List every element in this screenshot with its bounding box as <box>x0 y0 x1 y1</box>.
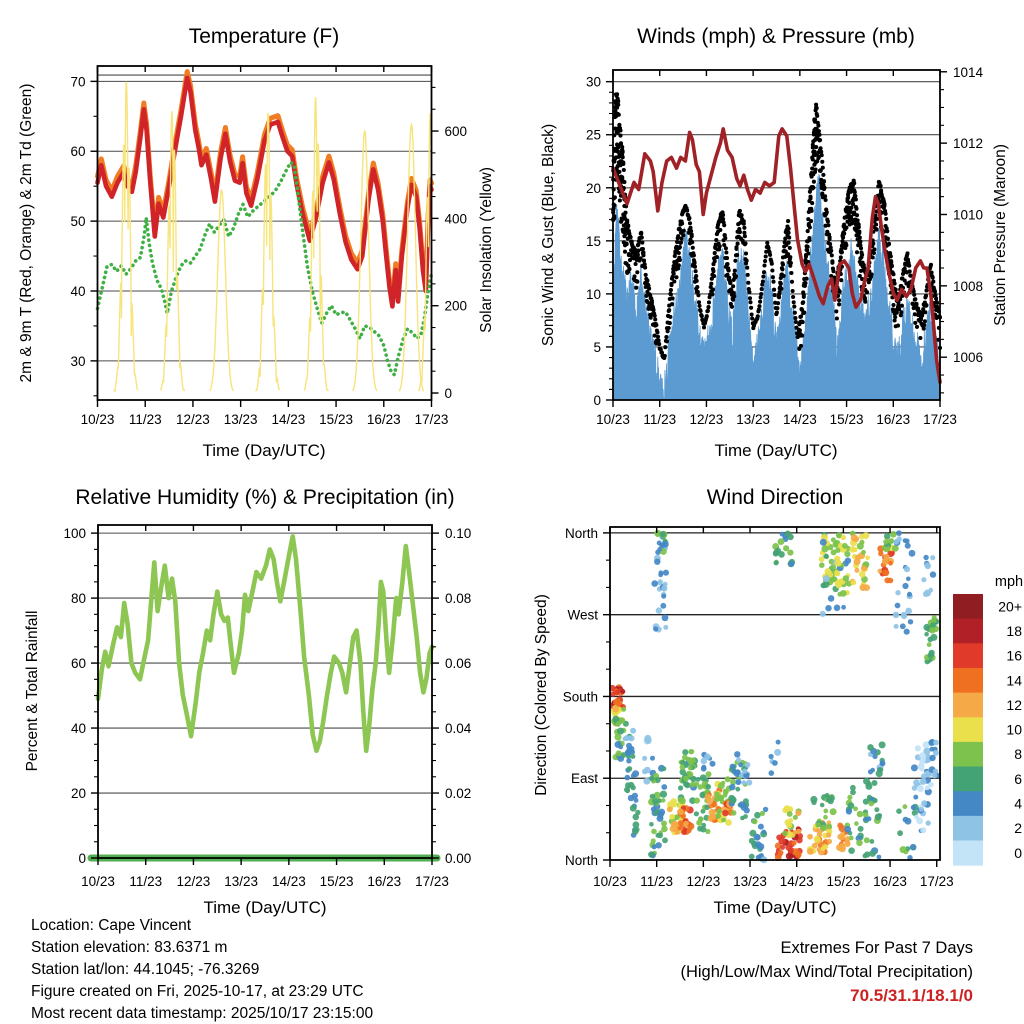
svg-text:0: 0 <box>1014 844 1022 861</box>
svg-text:13/23: 13/23 <box>223 412 258 427</box>
winds-ylabel-right: Station Pressure (Maroon) <box>992 144 1009 326</box>
svg-text:17/23: 17/23 <box>414 412 449 427</box>
wind-direction-chart-title: Wind Direction <box>706 486 844 509</box>
svg-text:16/23: 16/23 <box>876 412 911 427</box>
extremes-summary <box>573 936 973 1008</box>
svg-text:North: North <box>564 853 598 868</box>
svg-text:1014: 1014 <box>953 64 984 80</box>
svg-text:20: 20 <box>585 180 601 196</box>
station-latlon: Station lat/lon: 44.1045; -76.3269 <box>31 961 260 978</box>
winds-ylabel-left: Sonic Wind & Gust (Blue, Black) <box>540 123 557 347</box>
svg-text:14: 14 <box>1006 672 1022 689</box>
svg-text:600: 600 <box>444 124 468 140</box>
svg-text:15/23: 15/23 <box>319 874 354 889</box>
svg-text:10/23: 10/23 <box>596 412 630 427</box>
svg-text:4: 4 <box>1014 795 1022 812</box>
svg-text:16/23: 16/23 <box>367 874 402 889</box>
svg-text:70: 70 <box>70 74 86 90</box>
svg-text:16: 16 <box>1006 647 1022 664</box>
svg-text:0: 0 <box>78 851 86 866</box>
most-recent-data-timestamp: Most recent data timestamp: 2025/10/17 23:15:00 <box>31 1005 374 1022</box>
wind-direction-xlabel: Time (Day/UTC) <box>713 898 837 917</box>
temperature-xlabel: Time (Day/UTC) <box>202 441 326 460</box>
svg-text:1012: 1012 <box>953 136 984 152</box>
svg-text:11/23: 11/23 <box>640 874 674 889</box>
svg-text:0.06: 0.06 <box>445 656 472 672</box>
svg-text:0: 0 <box>593 393 601 408</box>
svg-text:12/23: 12/23 <box>176 874 211 889</box>
colorbar-title: mph <box>994 574 1024 590</box>
svg-text:10/23: 10/23 <box>81 874 115 889</box>
svg-text:10: 10 <box>1006 721 1022 738</box>
figure-created-timestamp: Figure created on Fri, 2025-10-17, at 23:29 UTC <box>31 983 364 1000</box>
svg-text:12/23: 12/23 <box>689 412 724 427</box>
svg-text:14/23: 14/23 <box>779 874 814 889</box>
svg-text:North: North <box>564 525 598 541</box>
svg-text:16/23: 16/23 <box>366 412 401 427</box>
svg-text:30: 30 <box>70 353 86 369</box>
svg-text:17/23: 17/23 <box>923 412 957 427</box>
svg-text:14/23: 14/23 <box>271 874 306 889</box>
humidity-xlabel: Time (Day/UTC) <box>203 898 327 917</box>
svg-text:17/23: 17/23 <box>919 874 954 889</box>
svg-text:15/23: 15/23 <box>829 412 864 427</box>
svg-text:0.04: 0.04 <box>445 721 472 737</box>
svg-text:13/23: 13/23 <box>733 874 767 889</box>
winds-xlabel: Time (Day/UTC) <box>714 441 838 460</box>
svg-text:16/23: 16/23 <box>873 874 907 889</box>
extremes-subtitle: (High/Low/Max Wind/Total Precipitation) <box>680 963 973 981</box>
svg-text:60: 60 <box>70 656 86 672</box>
svg-text:0.08: 0.08 <box>445 591 472 607</box>
svg-text:1006: 1006 <box>953 350 984 366</box>
svg-text:East: East <box>570 771 598 787</box>
svg-text:0.00: 0.00 <box>445 851 472 866</box>
svg-text:10: 10 <box>585 286 601 302</box>
svg-text:0.02: 0.02 <box>445 786 472 802</box>
svg-text:20+: 20+ <box>998 598 1022 615</box>
winds-chart-title: Winds (mph) & Pressure (mb) <box>637 25 915 48</box>
station-location: Location: Cape Vincent <box>31 917 191 934</box>
svg-text:40: 40 <box>70 721 86 737</box>
svg-text:15/23: 15/23 <box>826 874 861 889</box>
svg-text:10/23: 10/23 <box>80 412 115 427</box>
svg-text:18: 18 <box>1006 622 1022 639</box>
temperature-ylabel-right: Solar Insolation (Yellow) <box>478 167 495 333</box>
station-metadata <box>31 915 373 1024</box>
svg-text:5: 5 <box>593 339 601 355</box>
svg-text:8: 8 <box>1014 746 1022 763</box>
svg-text:12: 12 <box>1006 696 1022 713</box>
svg-text:80: 80 <box>70 591 86 607</box>
svg-text:50: 50 <box>70 214 86 230</box>
svg-text:2: 2 <box>1014 820 1022 837</box>
svg-text:1008: 1008 <box>953 278 984 294</box>
svg-text:11/23: 11/23 <box>128 412 162 427</box>
svg-text:12/23: 12/23 <box>176 412 210 427</box>
svg-text:West: West <box>567 607 598 623</box>
temperature-ylabel-left: 2m & 9m T (Red, Orange) & 2m Td (Green) <box>18 83 35 383</box>
svg-text:100: 100 <box>63 526 86 542</box>
svg-text:25: 25 <box>585 127 601 143</box>
svg-text:11/23: 11/23 <box>643 412 677 427</box>
svg-text:14/23: 14/23 <box>271 412 306 427</box>
svg-text:400: 400 <box>444 211 468 227</box>
temperature-chart-title: Temperature (F) <box>188 25 340 48</box>
svg-text:15/23: 15/23 <box>319 412 353 427</box>
svg-text:12/23: 12/23 <box>686 874 721 889</box>
humidity-ylabel-left: Percent & Total Rainfall <box>24 610 41 772</box>
svg-text:0.10: 0.10 <box>445 526 472 542</box>
extremes-title: Extremes For Past 7 Days <box>780 939 973 957</box>
svg-text:6: 6 <box>1014 770 1022 787</box>
svg-text:200: 200 <box>444 298 468 314</box>
svg-text:20: 20 <box>70 786 86 802</box>
svg-text:1010: 1010 <box>953 207 984 223</box>
svg-text:10/23: 10/23 <box>593 874 627 889</box>
humidity-chart-title: Relative Humidity (%) & Precipitation (in) <box>75 486 455 509</box>
svg-text:40: 40 <box>70 283 86 299</box>
svg-text:South: South <box>562 689 598 705</box>
svg-text:13/23: 13/23 <box>224 874 259 889</box>
svg-text:30: 30 <box>585 74 601 90</box>
svg-text:15: 15 <box>585 233 601 249</box>
svg-text:14/23: 14/23 <box>782 412 817 427</box>
svg-text:13/23: 13/23 <box>736 412 771 427</box>
svg-text:17/23: 17/23 <box>415 874 449 889</box>
svg-text:0: 0 <box>444 386 453 402</box>
svg-text:60: 60 <box>70 144 86 160</box>
wind-direction-ylabel: Direction (Colored By Speed) <box>533 594 550 796</box>
station-elevation: Station elevation: 83.6371 m <box>31 939 228 956</box>
svg-text:11/23: 11/23 <box>129 874 163 889</box>
extremes-value: 70.5/31.1/18.1/0 <box>850 986 973 1005</box>
